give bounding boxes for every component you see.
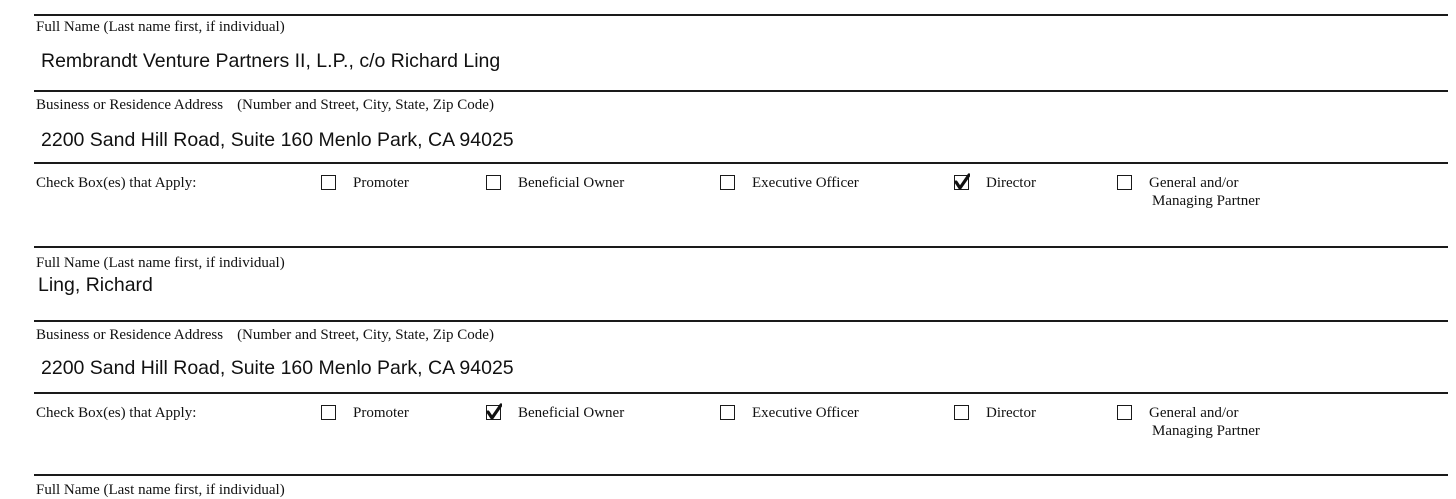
role-checkboxes-row bbox=[34, 174, 1448, 218]
general-partner-label bbox=[1149, 404, 1260, 440]
director-checkbox[interactable] bbox=[954, 405, 969, 420]
address-label-sub: (Number and Street, City, State, Zip Code) bbox=[237, 327, 494, 343]
address-label bbox=[36, 96, 494, 114]
director-label: Director bbox=[986, 405, 1036, 421]
full-name-label: Full Name (Last name first, if individual) bbox=[36, 19, 285, 35]
general-partner-checkbox[interactable] bbox=[1117, 175, 1132, 190]
divider bbox=[34, 320, 1448, 322]
promoter-checkbox[interactable] bbox=[321, 405, 336, 420]
divider bbox=[34, 90, 1448, 92]
address-label-sub: (Number and Street, City, State, Zip Code) bbox=[237, 97, 494, 113]
divider bbox=[34, 162, 1448, 164]
address-label-main: Business or Residence Address bbox=[36, 97, 224, 113]
beneficial-owner-label: Beneficial Owner bbox=[518, 175, 625, 191]
director-checkbox[interactable] bbox=[954, 175, 969, 190]
check-boxes-label: Check Box(es) that Apply: bbox=[36, 405, 197, 421]
check-mark-icon bbox=[485, 403, 502, 421]
beneficial-owner-checkbox[interactable] bbox=[486, 405, 501, 420]
address-label-main: Business or Residence Address bbox=[36, 327, 224, 343]
general-partner-checkbox[interactable] bbox=[1117, 405, 1132, 420]
full-name-value: Rembrandt Venture Partners II, L.P., c/o Richard Ling bbox=[41, 50, 501, 72]
address-label bbox=[36, 326, 494, 344]
general-partner-label-line1: General and/or bbox=[1149, 405, 1239, 421]
executive-officer-checkbox[interactable] bbox=[720, 405, 735, 420]
promoter-checkbox[interactable] bbox=[321, 175, 336, 190]
divider bbox=[34, 246, 1448, 248]
address-value: 2200 Sand Hill Road, Suite 160 Menlo Park, CA 94025 bbox=[41, 129, 514, 151]
executive-officer-label: Executive Officer bbox=[752, 175, 859, 191]
full-name-value: Ling, Richard bbox=[38, 274, 153, 296]
related-persons-form bbox=[34, 0, 1448, 498]
general-partner-label-line1: General and/or bbox=[1149, 175, 1239, 191]
check-mark-icon bbox=[953, 173, 970, 191]
executive-officer-checkbox[interactable] bbox=[720, 175, 735, 190]
executive-officer-label: Executive Officer bbox=[752, 405, 859, 421]
promoter-label: Promoter bbox=[353, 175, 409, 191]
promoter-label: Promoter bbox=[353, 405, 409, 421]
general-partner-label-line2: Managing Partner bbox=[1152, 193, 1260, 209]
general-partner-label-line2: Managing Partner bbox=[1152, 423, 1260, 439]
address-value: 2200 Sand Hill Road, Suite 160 Menlo Park, CA 94025 bbox=[41, 357, 514, 379]
role-checkboxes-row bbox=[34, 404, 1448, 448]
divider bbox=[34, 474, 1448, 476]
divider bbox=[34, 14, 1448, 16]
beneficial-owner-label: Beneficial Owner bbox=[518, 405, 625, 421]
beneficial-owner-checkbox[interactable] bbox=[486, 175, 501, 190]
full-name-label-partial: Full Name (Last name first, if individual) bbox=[36, 482, 285, 498]
general-partner-label bbox=[1149, 174, 1260, 210]
check-boxes-label: Check Box(es) that Apply: bbox=[36, 175, 197, 191]
full-name-label: Full Name (Last name first, if individual) bbox=[36, 255, 285, 271]
divider bbox=[34, 392, 1448, 394]
director-label: Director bbox=[986, 175, 1036, 191]
